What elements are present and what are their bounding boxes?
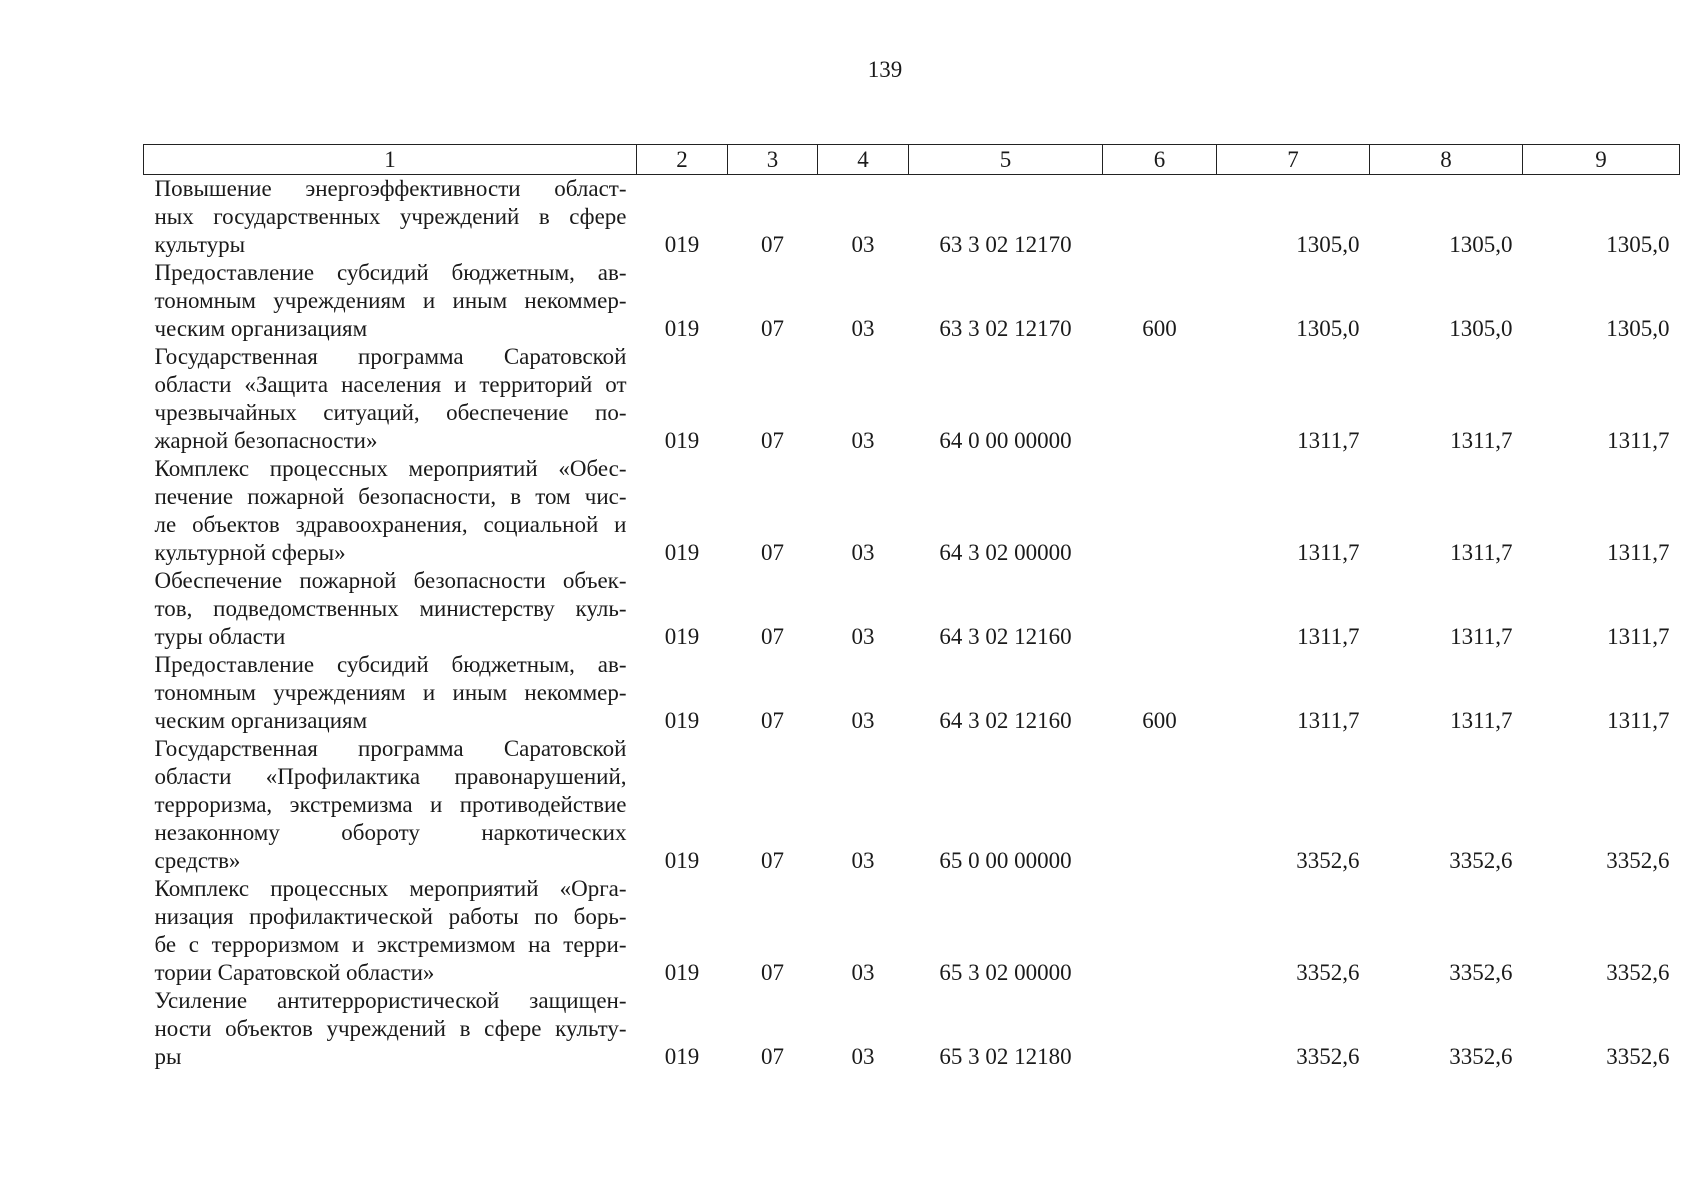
- amount-value: 1305,0: [1296, 316, 1360, 341]
- amount-value: 1311,7: [1450, 540, 1513, 565]
- section-code: 07: [761, 428, 784, 453]
- expense-type-code: 600: [1142, 708, 1177, 733]
- expense-type-code: [1103, 735, 1217, 875]
- column-header: 6: [1103, 145, 1217, 175]
- expense-type-code: [1103, 875, 1217, 987]
- subsection-code: 03: [851, 316, 875, 341]
- section-code: 07: [761, 232, 784, 257]
- target-article-code: 64 3 02 12160: [939, 624, 1072, 649]
- ministry-code: 019: [664, 232, 700, 257]
- column-header: 3: [728, 145, 818, 175]
- amount-value: 3352,6: [1296, 1044, 1360, 1069]
- description-line: области «Защита населения и территорий от: [154, 372, 627, 397]
- target-article-code: 65 0 00 00000: [939, 848, 1072, 873]
- table-row: [144, 987, 1680, 1071]
- description-line: чрезвычайных ситуаций, обеспечение по-: [154, 400, 627, 425]
- description-line: культуры: [154, 232, 246, 257]
- description-line: Повышение энергоэффективности област-: [154, 176, 627, 201]
- table-row: [144, 567, 1680, 651]
- description-line: ных государственных учреждений в сфере: [154, 204, 627, 229]
- ministry-code: 019: [664, 540, 700, 565]
- budget-table: [143, 144, 1680, 1071]
- subsection-code: 03: [851, 540, 875, 565]
- ministry-code: 019: [664, 960, 700, 985]
- table-row: [144, 735, 1680, 875]
- column-header: 8: [1370, 145, 1523, 175]
- amount-value: 1311,7: [1297, 624, 1360, 649]
- amount-value: 3352,6: [1606, 848, 1670, 873]
- amount-value: 1305,0: [1606, 232, 1670, 257]
- description-line: тономным учреждениям и иным некоммер-: [154, 288, 627, 313]
- subsection-code: 03: [851, 1044, 875, 1069]
- amount-value: 1311,7: [1607, 540, 1670, 565]
- target-article-code: 65 3 02 00000: [939, 960, 1072, 985]
- target-article-code: 64 0 00 00000: [939, 428, 1072, 453]
- expense-type-code: [1103, 567, 1217, 651]
- description-line: области «Профилактика правонарушений,: [154, 764, 627, 789]
- row-description: [144, 651, 637, 735]
- table-row: [144, 651, 1680, 735]
- description-line: ческим организациям: [154, 316, 368, 341]
- amount-value: 1305,0: [1449, 232, 1513, 257]
- section-code: 07: [761, 848, 784, 873]
- section-code: 07: [761, 708, 784, 733]
- subsection-code: 03: [851, 624, 875, 649]
- amount-value: 1305,0: [1296, 232, 1360, 257]
- description-line: Усиление антитеррористической защищен-: [154, 988, 627, 1013]
- section-code: 07: [761, 540, 784, 565]
- table-row: [144, 875, 1680, 987]
- description-line: жарной безопасности»: [154, 428, 378, 453]
- ministry-code: 019: [664, 708, 700, 733]
- description-line: ческим организациям: [154, 708, 368, 733]
- section-code: 07: [761, 316, 784, 341]
- description-line: терроризма, экстремизма и противодействие: [154, 792, 627, 817]
- description-line: ности объектов учреждений в сфере культу-: [154, 1016, 627, 1041]
- amount-value: 3352,6: [1606, 1044, 1670, 1069]
- table-body: [144, 175, 1680, 1072]
- column-header: 5: [909, 145, 1103, 175]
- amount-value: 1311,7: [1607, 624, 1670, 649]
- amount-value: 3352,6: [1296, 960, 1360, 985]
- description-line: Комплекс процессных мероприятий «Орга-: [154, 876, 627, 901]
- row-description: [144, 875, 637, 987]
- row-description: [144, 987, 637, 1071]
- amount-value: 3352,6: [1449, 1044, 1513, 1069]
- column-header: 1: [144, 145, 637, 175]
- row-description: [144, 343, 637, 455]
- column-header: 7: [1217, 145, 1370, 175]
- column-header: 9: [1523, 145, 1680, 175]
- subsection-code: 03: [851, 232, 875, 257]
- description-line: ры: [154, 1044, 182, 1069]
- amount-value: 3352,6: [1606, 960, 1670, 985]
- amount-value: 1311,7: [1607, 708, 1670, 733]
- column-header: 4: [818, 145, 909, 175]
- description-line: Обеспечение пожарной безопасности объек-: [154, 568, 627, 593]
- target-article-code: 64 3 02 00000: [939, 540, 1072, 565]
- description-line: тов, подведомственных министерству куль-: [154, 596, 627, 621]
- table-row: [144, 175, 1680, 260]
- description-line: незаконному обороту наркотических: [154, 820, 627, 845]
- section-code: 07: [761, 960, 784, 985]
- ministry-code: 019: [664, 624, 700, 649]
- description-line: печение пожарной безопасности, в том чис-: [154, 484, 627, 509]
- amount-value: 3352,6: [1449, 960, 1513, 985]
- expense-type-code: 600: [1142, 316, 1177, 341]
- subsection-code: 03: [851, 960, 875, 985]
- section-code: 07: [761, 1044, 784, 1069]
- ministry-code: 019: [664, 1044, 700, 1069]
- ministry-code: 019: [664, 848, 700, 873]
- description-line: бе с терроризмом и экстремизмом на терри-: [154, 932, 627, 957]
- subsection-code: 03: [851, 848, 875, 873]
- description-line: ле объектов здравоохранения, социальной и: [154, 512, 627, 537]
- section-code: 07: [761, 624, 784, 649]
- amount-value: 1305,0: [1449, 316, 1513, 341]
- row-description: [144, 175, 637, 260]
- description-line: культурной сферы»: [154, 540, 346, 565]
- page-number: 139: [867, 57, 903, 82]
- description-line: Государственная программа Саратовской: [154, 344, 627, 369]
- row-description: [144, 567, 637, 651]
- amount-value: 1311,7: [1450, 708, 1513, 733]
- ministry-code: 019: [664, 428, 700, 453]
- target-article-code: 65 3 02 12180: [939, 1044, 1072, 1069]
- amount-value: 1311,7: [1450, 428, 1513, 453]
- subsection-code: 03: [851, 428, 875, 453]
- target-article-code: 63 3 02 12170: [939, 316, 1072, 341]
- row-description: [144, 455, 637, 567]
- column-header: 2: [637, 145, 728, 175]
- amount-value: 1311,7: [1607, 428, 1670, 453]
- description-line: низация профилактической работы по борь-: [154, 904, 627, 929]
- target-article-code: 64 3 02 12160: [939, 708, 1072, 733]
- amount-value: 1305,0: [1606, 316, 1670, 341]
- description-line: Предоставление субсидий бюджетным, ав-: [154, 652, 627, 677]
- amount-value: 1311,7: [1297, 428, 1360, 453]
- table-header-row: [144, 145, 1680, 175]
- subsection-code: 03: [851, 708, 875, 733]
- amount-value: 1311,7: [1297, 540, 1360, 565]
- expense-type-code: [1103, 343, 1217, 455]
- description-line: средств»: [154, 848, 241, 873]
- row-description: [144, 735, 637, 875]
- description-line: туры области: [154, 624, 286, 649]
- expense-type-code: [1103, 175, 1217, 260]
- target-article-code: 63 3 02 12170: [939, 232, 1072, 257]
- amount-value: 1311,7: [1297, 708, 1360, 733]
- table-row: [144, 455, 1680, 567]
- description-line: Предоставление субсидий бюджетным, ав-: [154, 260, 627, 285]
- amount-value: 3352,6: [1449, 848, 1513, 873]
- expense-type-code: [1103, 987, 1217, 1071]
- description-line: тории Саратовской области»: [154, 960, 435, 985]
- amount-value: 1311,7: [1450, 624, 1513, 649]
- row-description: [144, 259, 637, 343]
- table-row: [144, 259, 1680, 343]
- description-line: Государственная программа Саратовской: [154, 736, 627, 761]
- description-line: Комплекс процессных мероприятий «Обес-: [154, 456, 627, 481]
- table-row: [144, 343, 1680, 455]
- expense-type-code: [1103, 455, 1217, 567]
- ministry-code: 019: [664, 316, 700, 341]
- amount-value: 3352,6: [1296, 848, 1360, 873]
- description-line: тономным учреждениям и иным некоммер-: [154, 680, 627, 705]
